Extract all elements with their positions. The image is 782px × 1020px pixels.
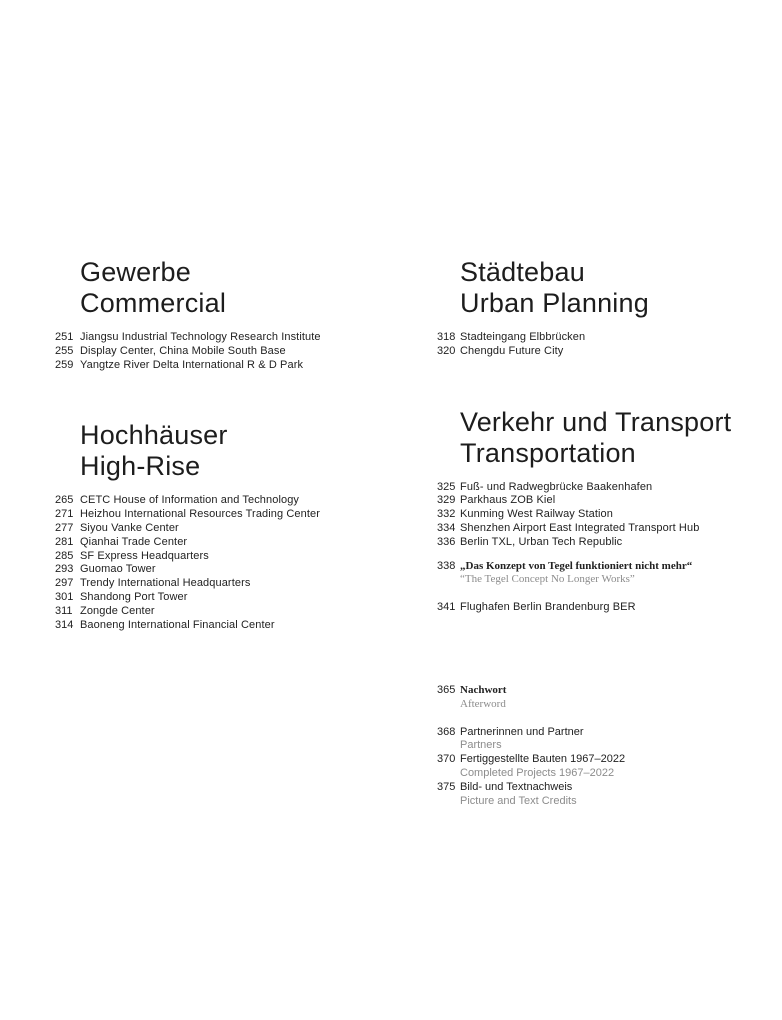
page-number: 259 — [55, 358, 74, 371]
toc-entry — [55, 550, 415, 564]
section-urban-planning — [437, 257, 767, 359]
section-heading-de: Städtebau — [460, 257, 585, 287]
section-commercial — [55, 257, 415, 372]
page-number: 285 — [55, 549, 74, 562]
page-number: 325 — [437, 480, 456, 493]
toc-entry — [437, 481, 767, 495]
section-heading-urban-planning — [460, 257, 767, 319]
entry-title-de: „Das Konzept von Tegel funktioniert nicht mehr“ — [460, 559, 693, 572]
toc-entry — [55, 331, 415, 345]
page-number: 301 — [55, 590, 74, 603]
entry-title: Kunming West Railway Station — [460, 508, 613, 521]
entry-title: Guomao Tower — [80, 563, 156, 576]
page-number: 336 — [437, 535, 456, 548]
toc-column-left — [55, 257, 415, 632]
toc-entry — [55, 494, 415, 508]
entry-title-de: Fertiggestellte Bauten 1967–2022 — [460, 753, 626, 766]
toc-entry — [55, 522, 415, 536]
entry-title-de: Partnerinnen und Partner — [460, 725, 584, 738]
page-number: 334 — [437, 521, 456, 534]
entry-list-commercial — [55, 331, 415, 372]
entry-list-high-rise — [55, 494, 415, 632]
entry-title: Jiangsu Industrial Technology Research Institute — [80, 331, 321, 343]
entry-title-en: “The Tegel Concept No Longer Works” — [460, 573, 635, 586]
toc-entry — [55, 577, 415, 591]
entry-title: Berlin TXL, Urban Tech Republic — [460, 535, 623, 548]
page-number: 251 — [55, 331, 74, 343]
section-heading-de: Gewerbe — [80, 257, 191, 287]
toc-entry — [55, 605, 415, 619]
entry-title: CETC House of Information and Technology — [80, 494, 300, 507]
page-number: 365 — [437, 683, 456, 696]
toc-entry — [55, 508, 415, 522]
page-number: 318 — [437, 331, 456, 343]
entry-title: Stadteingang Elbbrücken — [460, 331, 586, 343]
entry-title: SF Express Headquarters — [80, 549, 209, 562]
section-heading-en: Urban Planning — [460, 288, 649, 318]
section-heading-de: Verkehr und Transport — [460, 406, 732, 437]
section-heading-en: Transportation — [460, 437, 636, 468]
entry-title-stack — [460, 753, 625, 781]
page-number: 370 — [437, 753, 456, 766]
entry-title: Baoneng International Financial Center — [80, 618, 275, 631]
entry-title-en: Picture and Text Credits — [460, 794, 577, 807]
entry-title: Fuß- und Radwegbrücke Baakenhafen — [460, 480, 653, 493]
entry-title: Heizhou International Resources Trading Center — [80, 508, 321, 521]
page-number: 329 — [437, 494, 456, 507]
entry-title: Display Center, China Mobile South Base — [80, 344, 286, 357]
section-heading-high-rise — [80, 420, 415, 482]
entry-title: Flughafen Berlin Brandenburg BER — [460, 601, 636, 614]
toc-entry — [55, 359, 415, 373]
toc-entry — [55, 345, 415, 359]
entry-title: Shandong Port Tower — [80, 590, 188, 603]
entry-title-en: Completed Projects 1967–2022 — [460, 766, 615, 779]
page-number: 341 — [437, 601, 456, 614]
section-heading-en: High-Rise — [80, 451, 201, 482]
toc-entry-completed-projects — [437, 753, 767, 781]
toc-entry — [55, 591, 415, 605]
toc-entry-essay — [437, 560, 767, 588]
entry-list-transportation — [437, 481, 767, 615]
entry-title: Zongde Center — [80, 604, 155, 617]
page-number: 255 — [55, 344, 74, 357]
entry-title-en: Partners — [460, 739, 502, 752]
page-number: 320 — [437, 344, 456, 357]
section-heading-transportation — [460, 407, 767, 469]
toc-entry — [437, 331, 767, 345]
entry-title: Trendy International Headquarters — [80, 577, 251, 590]
page-number: 293 — [55, 563, 74, 576]
toc-entry — [55, 563, 415, 577]
entry-title: Shenzhen Airport East Integrated Transport Hub — [460, 521, 700, 534]
page-number: 332 — [437, 508, 456, 521]
back-matter-list — [437, 684, 767, 808]
page-number: 375 — [437, 780, 456, 793]
page-number: 281 — [55, 535, 74, 548]
toc-entry-afterword — [437, 684, 767, 712]
toc-entry — [437, 522, 767, 536]
toc-entry-credits — [437, 781, 767, 809]
toc-entry — [437, 601, 767, 615]
page-number: 277 — [55, 521, 74, 534]
entry-list-urban-planning — [437, 331, 767, 359]
page-number: 265 — [55, 494, 74, 507]
entry-title-de: Nachwort — [460, 683, 507, 696]
page-number: 314 — [55, 618, 74, 631]
toc-entry — [437, 536, 767, 550]
page-number: 311 — [55, 604, 73, 617]
entry-title-stack — [460, 684, 506, 712]
entry-title: Chengdu Future City — [460, 344, 564, 357]
section-heading-en: Commercial — [80, 288, 227, 318]
toc-entry — [437, 508, 767, 522]
page-number: 297 — [55, 577, 74, 590]
page-number: 271 — [55, 508, 74, 521]
toc-column-right — [437, 257, 767, 808]
entry-title: Parkhaus ZOB Kiel — [460, 494, 556, 507]
entry-title-de: Bild- und Textnachweis — [460, 780, 573, 793]
toc-entry-partners — [437, 726, 767, 754]
entry-title-stack — [460, 560, 692, 588]
section-high-rise — [55, 420, 415, 632]
entry-title: Yangtze River Delta International R & D Park — [80, 358, 304, 371]
entry-title-stack — [460, 726, 584, 754]
entry-title: Qianhai Trade Center — [80, 535, 188, 548]
entry-title-en: Afterword — [460, 697, 506, 710]
toc-entry — [55, 536, 415, 550]
page-number: 338 — [437, 559, 456, 572]
section-heading-de: Hochhäuser — [80, 420, 228, 451]
toc-entry — [437, 494, 767, 508]
section-transportation — [437, 407, 767, 615]
entry-title-stack — [460, 781, 577, 809]
section-heading-commercial — [80, 257, 415, 319]
toc-entry — [55, 619, 415, 633]
entry-title: Siyou Vanke Center — [80, 521, 179, 534]
toc-entry — [437, 345, 767, 359]
page-number: 368 — [437, 725, 456, 738]
